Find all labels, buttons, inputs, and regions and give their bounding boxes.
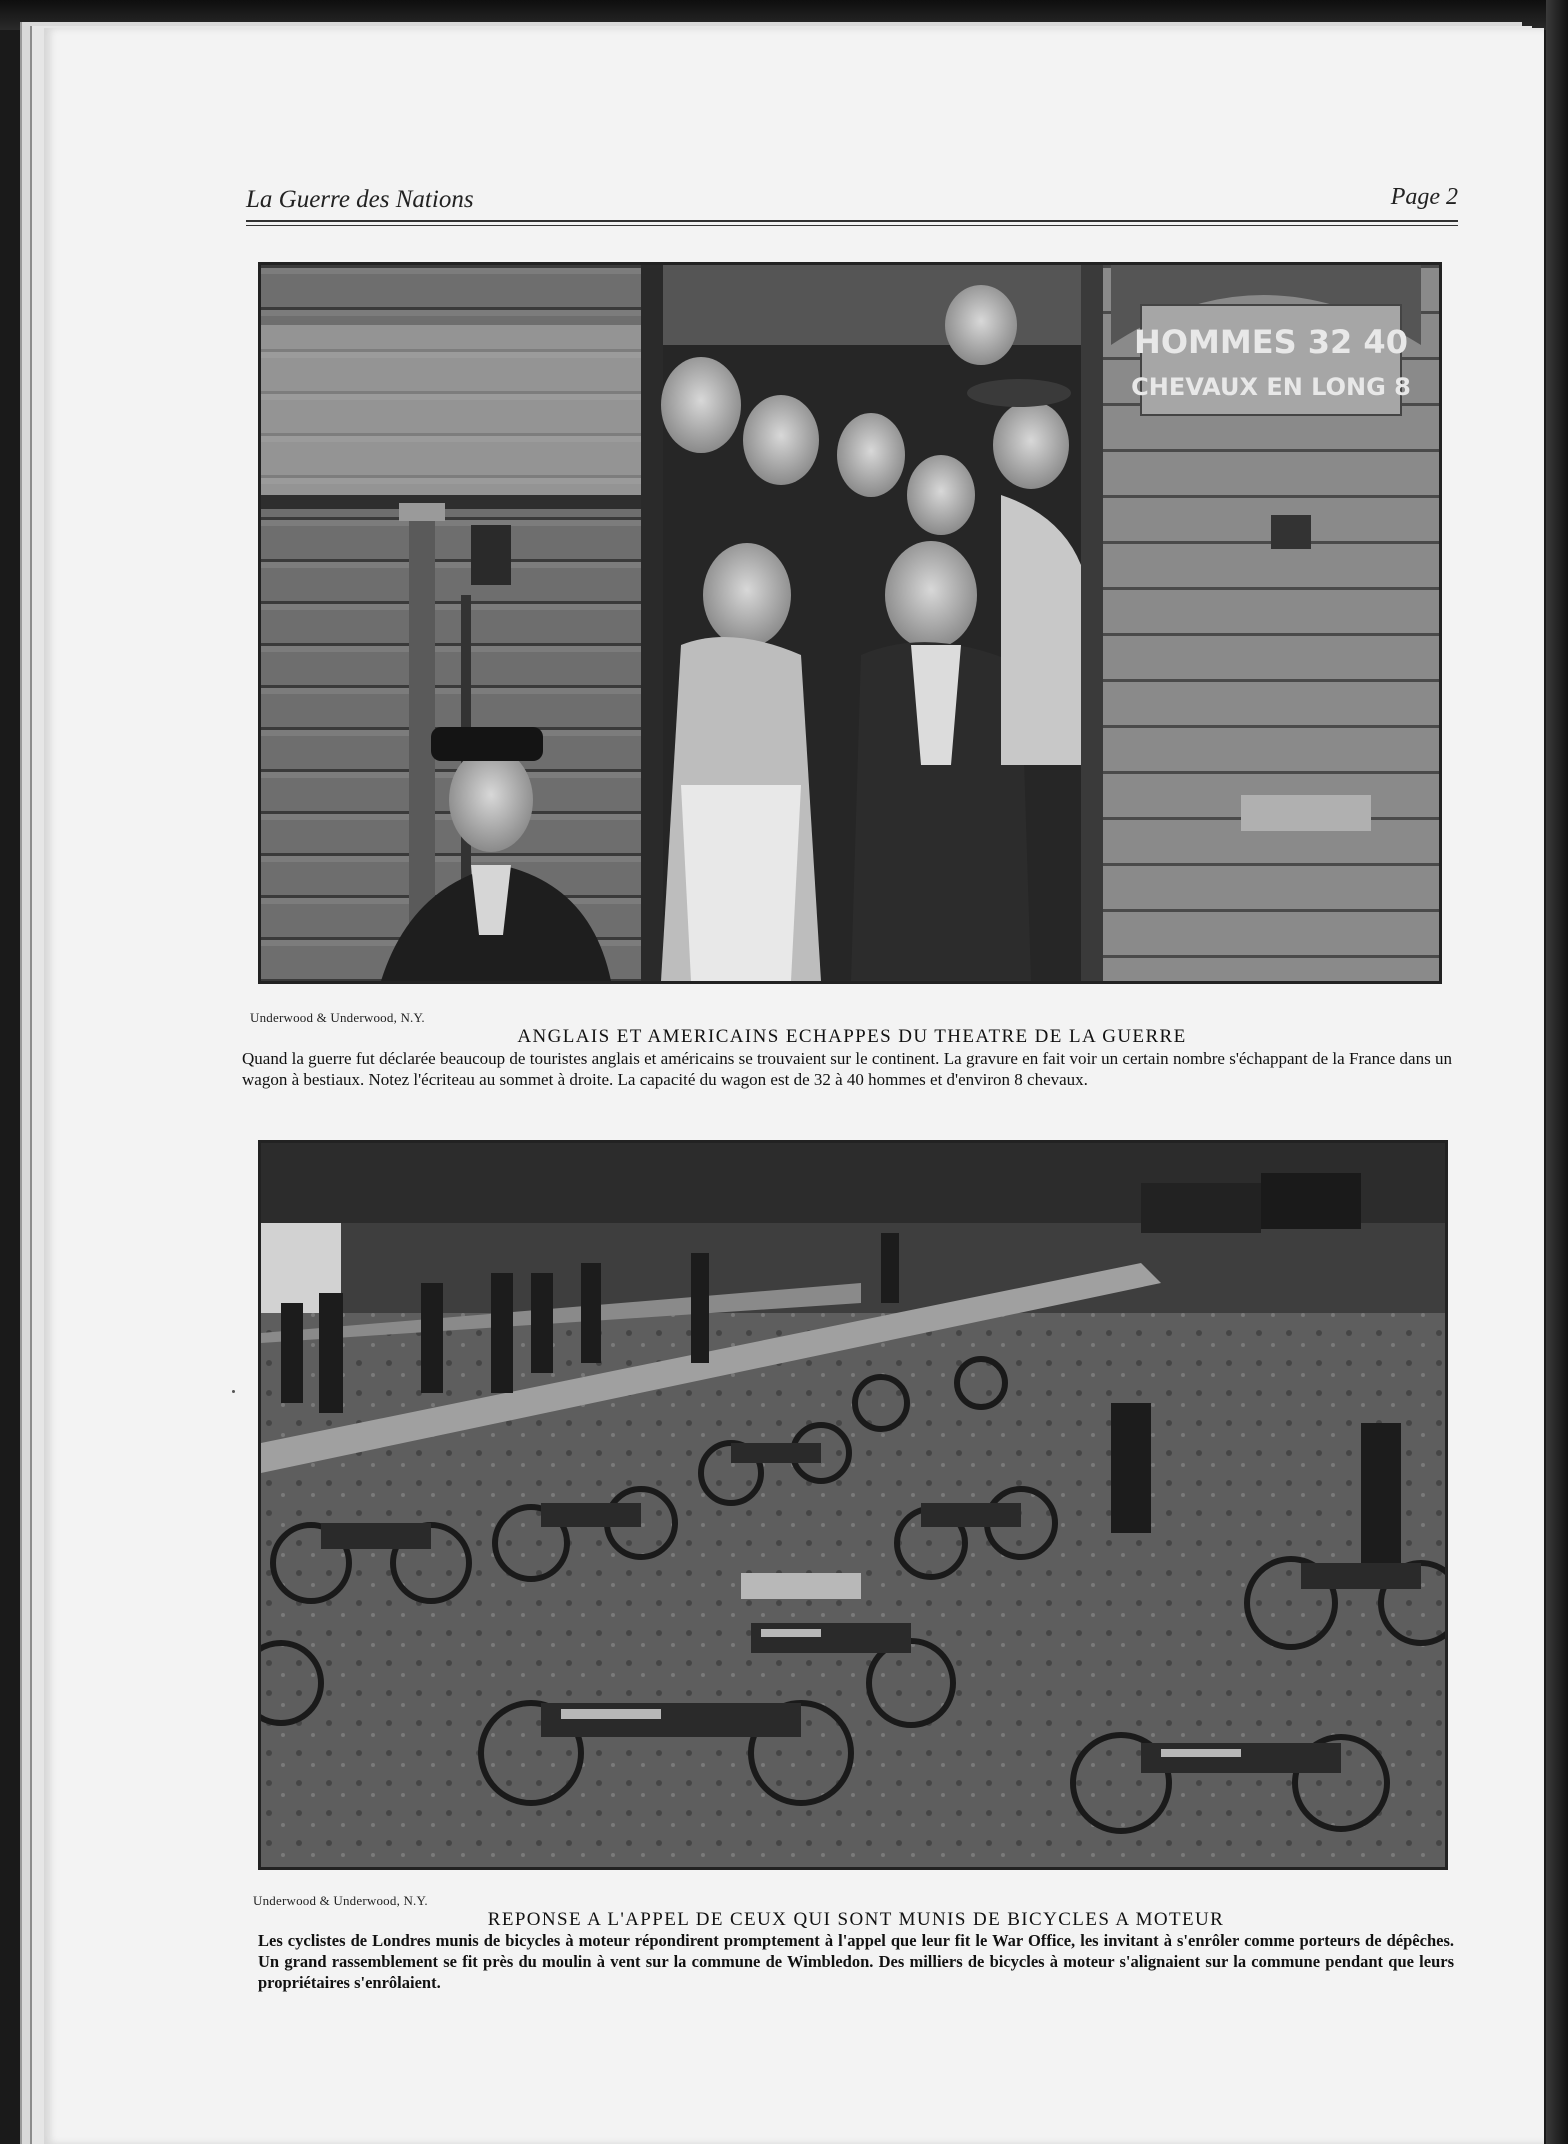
scan-edge-right (1546, 0, 1568, 2144)
photo-credit: Underwood & Underwood, N.Y. (250, 1010, 425, 1025)
page-number: Page 2 (1390, 184, 1458, 210)
caption-title: REPONSE A L'APPEL DE CEUX QUI SONT MUNIS DE BICYCLES A MOTEUR (487, 1909, 1225, 1930)
header-rule (246, 220, 1458, 222)
page-speck (232, 1390, 235, 1393)
header-rule-thin (246, 225, 1458, 226)
publication-title: La Guerre des Nations (246, 186, 474, 213)
sign-text-chevaux: CHEVAUX EN LONG 8 (1131, 373, 1411, 401)
photo-motorcycles-wimbledon (258, 1140, 1448, 1870)
running-header (246, 182, 1458, 218)
sign-text-hommes: HOMMES 32 40 (1134, 323, 1408, 361)
photo-wagon-tourists (258, 262, 1442, 984)
caption-body: Quand la guerre fut déclarée beaucoup de touristes anglais et américains se trouvaient sur le continent. La gravure en fait voir un certain nombre s'échappant de la France dans un wagon à bestiaux. Notez l'écriteau au sommet à droite. La capacité du wagon est de 32 à 40 hommes et d'environ 8 chevaux. (242, 1049, 1452, 1089)
caption-body: Les cyclistes de Londres munis de bicycles à moteur répondirent promptement à l'appel que leur fit le War Office, les invitant à s'enrôler comme porteurs de dépêches. Un grand rassemblement se fit près du moulin à vent sur la commune de Wimbledon. Des milliers de bicycles à moteur s'alignaient sur la commune pendant que leurs propriétaires s'enrôlaient. (258, 1931, 1454, 1992)
photo-credit: Underwood & Underwood, N.Y. (253, 1893, 428, 1908)
caption-title: ANGLAIS ET AMERICAINS ECHAPPES DU THEATRE DE LA GUERRE (517, 1026, 1187, 1047)
